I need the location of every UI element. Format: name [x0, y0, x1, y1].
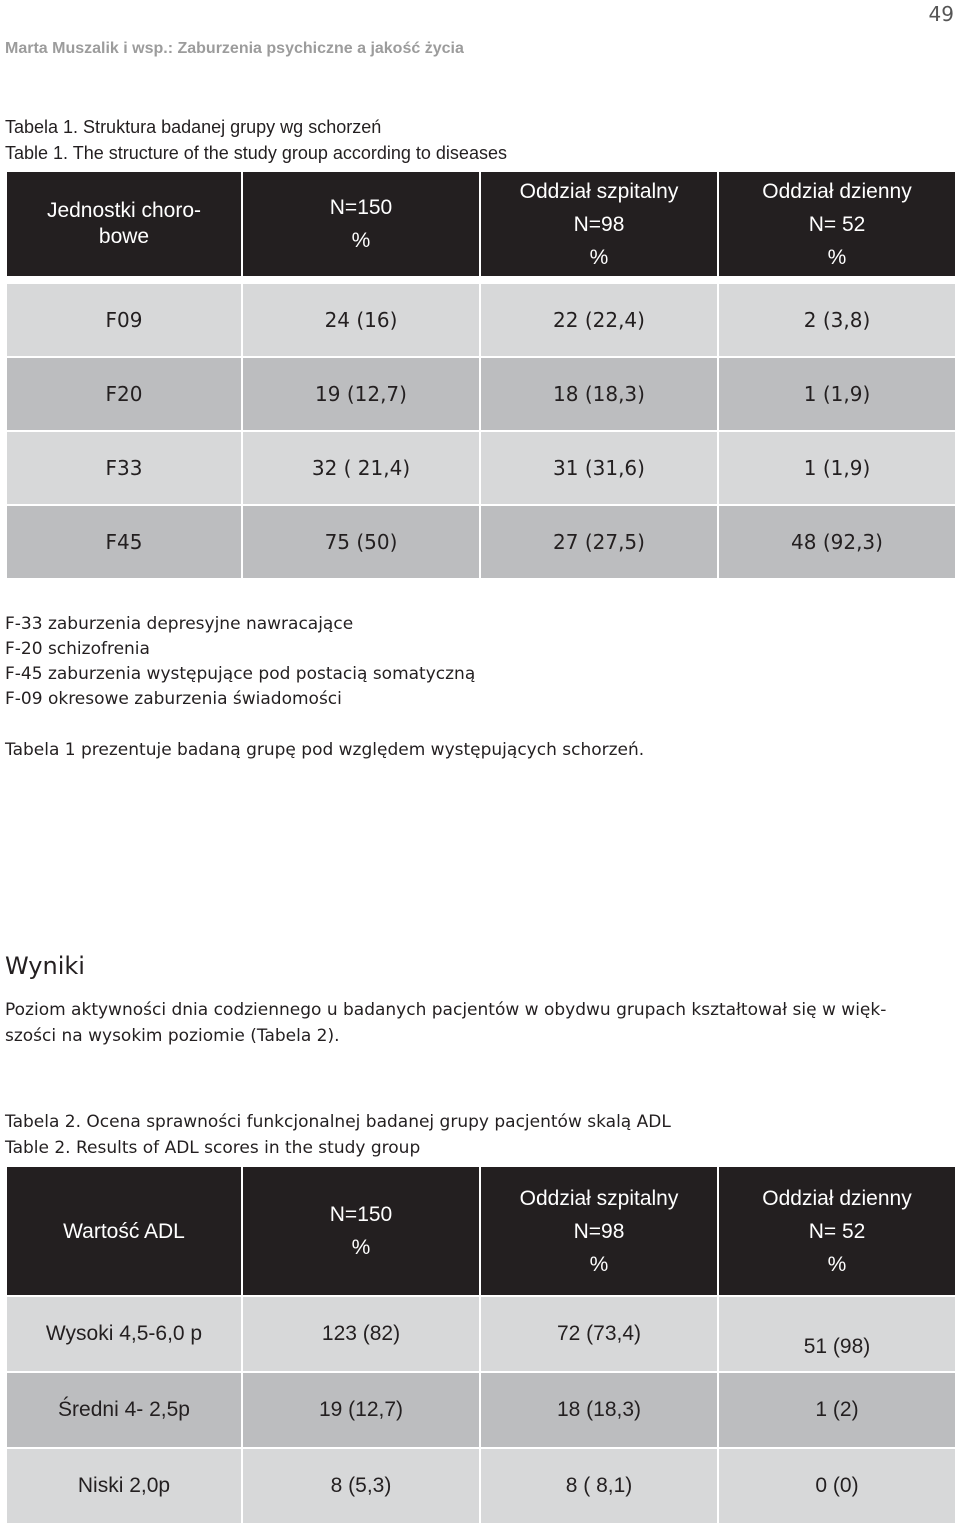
- table1-caption-pl: Tabela 1. Struktura badanej grupy wg schorzeń: [5, 117, 382, 137]
- table-cell: 18 (18,3): [481, 358, 717, 430]
- table-cell: 24 (16): [243, 284, 479, 356]
- table-cell: Wysoki 4,5-6,0 p: [7, 1297, 241, 1371]
- paragraph-results-line1: Poziom aktywności dnia codziennego u badanych pacjentów w obydwu grupach kształtował się w więk-: [5, 1000, 887, 1020]
- table1-header-hospital: [481, 172, 717, 276]
- table-cell: 22 (22,4): [481, 284, 717, 356]
- section-title: Wyniki: [5, 952, 85, 980]
- table2-header-total: [243, 1167, 479, 1295]
- table1-header-day-n: N= 52: [808, 212, 866, 236]
- table2: [5, 1165, 957, 1525]
- table2-header-adl-label: Wartość ADL: [63, 1219, 185, 1243]
- table-cell: 0 (0): [719, 1449, 955, 1523]
- table-row: [7, 506, 955, 578]
- legend-item: F-45 zaburzenia występujące pod postacią somatyczną: [5, 664, 476, 684]
- table1-header-disease-line1: Jednostki choro-: [46, 199, 202, 222]
- table-row: [7, 432, 955, 504]
- table-cell: F09: [7, 284, 241, 356]
- table-cell: 19 (12,7): [243, 1373, 479, 1447]
- table-row: [7, 1373, 955, 1447]
- table1-header-total: [243, 172, 479, 276]
- table2-header-adl: [7, 1167, 241, 1295]
- table-cell: 48 (92,3): [719, 506, 955, 578]
- table-cell: 8 (5,3): [243, 1449, 479, 1523]
- running-head: Marta Muszalik i wsp.: Zaburzenia psychiczne a jakość życia: [5, 40, 464, 57]
- table-row: [7, 1297, 955, 1371]
- page-number: 49: [928, 2, 954, 26]
- table1-header-total-n: N=150: [329, 196, 393, 219]
- table1-header-row: [7, 172, 955, 276]
- paragraph-table1-summary: Tabela 1 prezentuje badaną grupę pod względem występujących schorzeń.: [5, 740, 645, 760]
- table1-header-hospital-name: Oddział szpitalny: [519, 179, 679, 203]
- table-cell: 18 (18,3): [481, 1373, 717, 1447]
- table-cell: F20: [7, 358, 241, 430]
- table1-header-disease: [7, 172, 241, 276]
- table-cell: 1 (2): [719, 1373, 955, 1447]
- table-cell: 27 (27,5): [481, 506, 717, 578]
- table-cell: 31 (31,6): [481, 432, 717, 504]
- table1-header-hospital-pct: %: [589, 245, 609, 269]
- table1-header-disease-line2: bowe: [98, 225, 150, 248]
- table-row: [7, 284, 955, 356]
- table-row: [7, 1449, 955, 1523]
- table2-header-day-n: N= 52: [808, 1219, 866, 1243]
- disease-codes-legend: [5, 612, 475, 712]
- table-row: [7, 358, 955, 430]
- table-cell: F33: [7, 432, 241, 504]
- table1-header-day-pct: %: [827, 245, 847, 269]
- table-cell: 32 ( 21,4): [243, 432, 479, 504]
- table2-header-day: [719, 1167, 955, 1295]
- table2-caption-en: Table 2. Results of ADL scores in the study group: [5, 1138, 421, 1158]
- table1-caption-en: Table 1. The structure of the study group according to diseases: [5, 143, 507, 163]
- table2-header-day-name: Oddział dzienny: [762, 1186, 912, 1210]
- table-cell: 8 ( 8,1): [481, 1449, 717, 1523]
- table2-header-hospital-n: N=98: [573, 1219, 625, 1243]
- table-cell: 19 (12,7): [243, 358, 479, 430]
- table2-header-day-pct: %: [827, 1252, 847, 1276]
- table2-header-hospital: [481, 1167, 717, 1295]
- table1: [5, 170, 957, 580]
- table1-header-total-pct: %: [351, 229, 371, 252]
- table2-header-total-pct: %: [351, 1236, 371, 1259]
- table-cell: 1 (1,9): [719, 432, 955, 504]
- table2-caption-pl: Tabela 2. Ocena sprawności funkcjonalnej badanej grupy pacjentów skalą ADL: [5, 1112, 671, 1132]
- table-cell: 1 (1,9): [719, 358, 955, 430]
- table-cell: 2 (3,8): [719, 284, 955, 356]
- table-cell: F45: [7, 506, 241, 578]
- table-cell: 51 (98): [719, 1297, 955, 1371]
- table-cell: 72 (73,4): [481, 1297, 717, 1371]
- legend-item: F-09 okresowe zaburzenia świadomości: [5, 689, 342, 709]
- table-cell: Niski 2,0p: [7, 1449, 241, 1523]
- table-cell: 75 (50): [243, 506, 479, 578]
- table1-header-day: [719, 172, 955, 276]
- table2-header-hospital-name: Oddział szpitalny: [519, 1186, 679, 1210]
- table2-header-hospital-pct: %: [589, 1252, 609, 1276]
- legend-item: F-20 schizofrenia: [5, 639, 150, 659]
- table1-header-day-name: Oddział dzienny: [762, 179, 912, 203]
- legend-item: F-33 zaburzenia depresyjne nawracające: [5, 614, 354, 634]
- table-cell: 123 (82): [243, 1297, 479, 1371]
- table-cell: Średni 4- 2,5p: [7, 1373, 241, 1447]
- table2-header-total-n: N=150: [329, 1203, 393, 1226]
- paragraph-results: [5, 997, 955, 1049]
- table1-header-hospital-n: N=98: [573, 212, 625, 236]
- paragraph-results-line2: szości na wysokim poziomie (Tabela 2).: [5, 1026, 340, 1046]
- table2-header-row: [7, 1167, 955, 1295]
